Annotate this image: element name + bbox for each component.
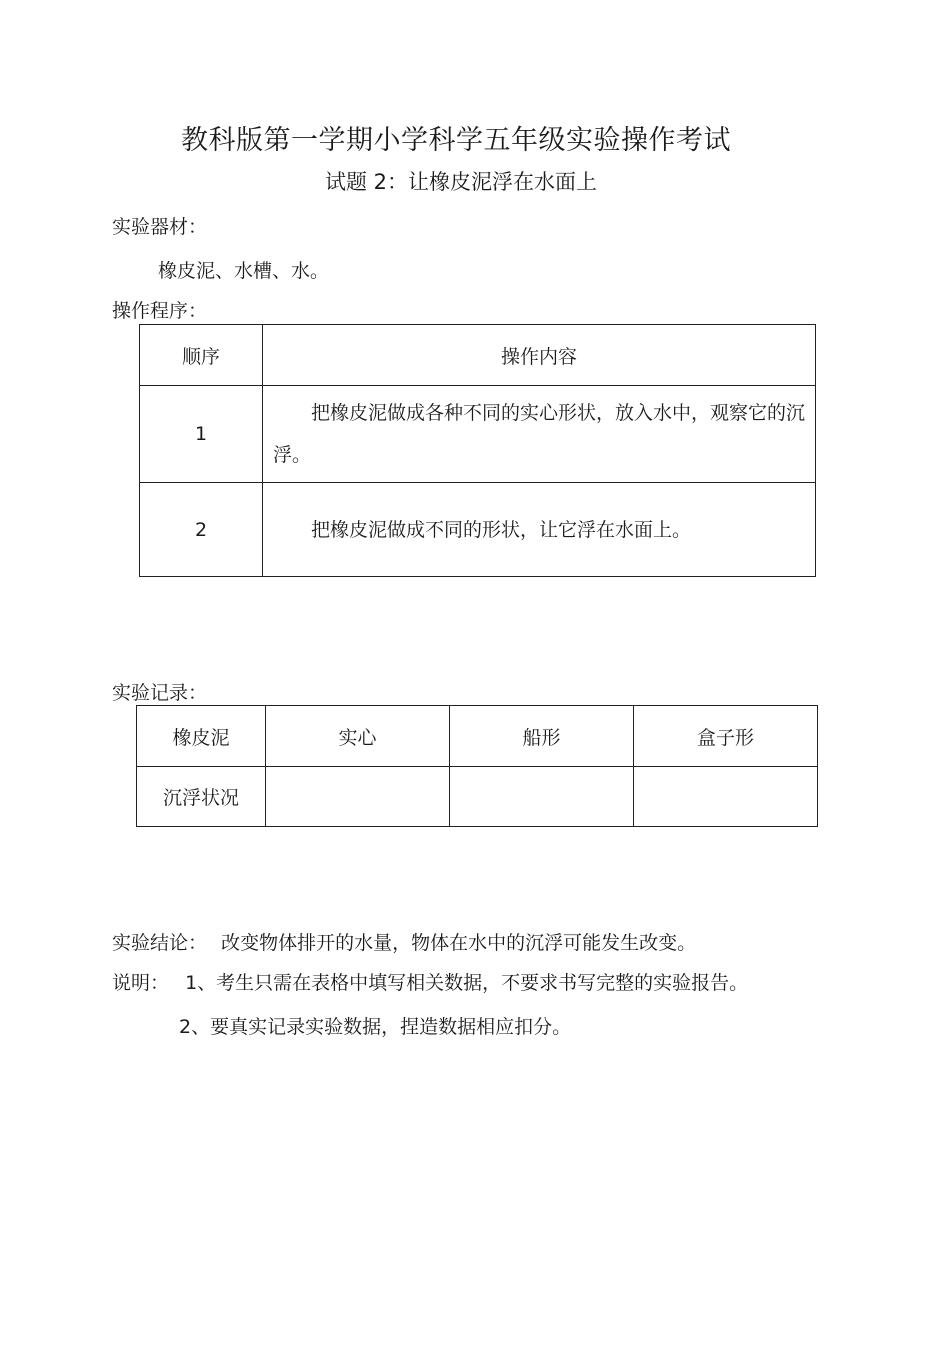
step-content: 把橡皮泥做成不同的形状，让它浮在水面上。 [311, 518, 692, 541]
row-label-float-sink: 沉浮状况 [137, 767, 266, 827]
table-row [140, 483, 816, 577]
step-content-cell [263, 386, 816, 483]
header-cell-content: 操作内容 [263, 325, 816, 386]
record-label: 实验记录： [112, 682, 208, 704]
step-number: 1 [140, 386, 263, 483]
table-row [137, 767, 818, 827]
record-table [136, 705, 818, 827]
conclusion-line [112, 928, 696, 955]
step-number: 2 [140, 483, 263, 577]
notes-line-1 [112, 968, 748, 995]
table-header-row [140, 325, 816, 386]
header-cell-sequence: 顺序 [140, 325, 263, 386]
procedure-label: 操作程序： [112, 300, 208, 322]
document-title: 教科版第一学期小学科学五年级实验操作考试 [181, 125, 731, 156]
note-item: 1、考生只需在表格中填写相关数据，不要求书写完整的实验报告。 [185, 972, 749, 994]
record-cell-box[interactable] [634, 767, 818, 827]
record-cell-boat[interactable] [450, 767, 634, 827]
step-content-cell [263, 483, 816, 577]
conclusion-label: 实验结论： [112, 932, 208, 954]
step-content: 把橡皮泥做成各种不同的实心形状，放入水中，观察它的沉浮。 [273, 402, 806, 466]
record-cell-solid[interactable] [266, 767, 450, 827]
materials-text: 橡皮泥、水槽、水。 [158, 260, 330, 282]
conclusion-text: 改变物体排开的水量，物体在水中的沉浮可能发生改变。 [221, 932, 697, 954]
header-cell-boat: 船形 [450, 706, 634, 767]
header-cell-material: 橡皮泥 [137, 706, 266, 767]
header-cell-box: 盒子形 [634, 706, 818, 767]
table-row [140, 386, 816, 483]
header-cell-solid: 实心 [266, 706, 450, 767]
materials-label: 实验器材： [112, 216, 208, 238]
procedure-table [139, 324, 816, 577]
document-subtitle: 试题 2：让橡皮泥浮在水面上 [324, 170, 598, 194]
notes-label: 说明： [112, 972, 170, 994]
table-header-row [137, 706, 818, 767]
note-item: 2、要真实记录实验数据，捏造数据相应扣分。 [179, 1016, 572, 1038]
